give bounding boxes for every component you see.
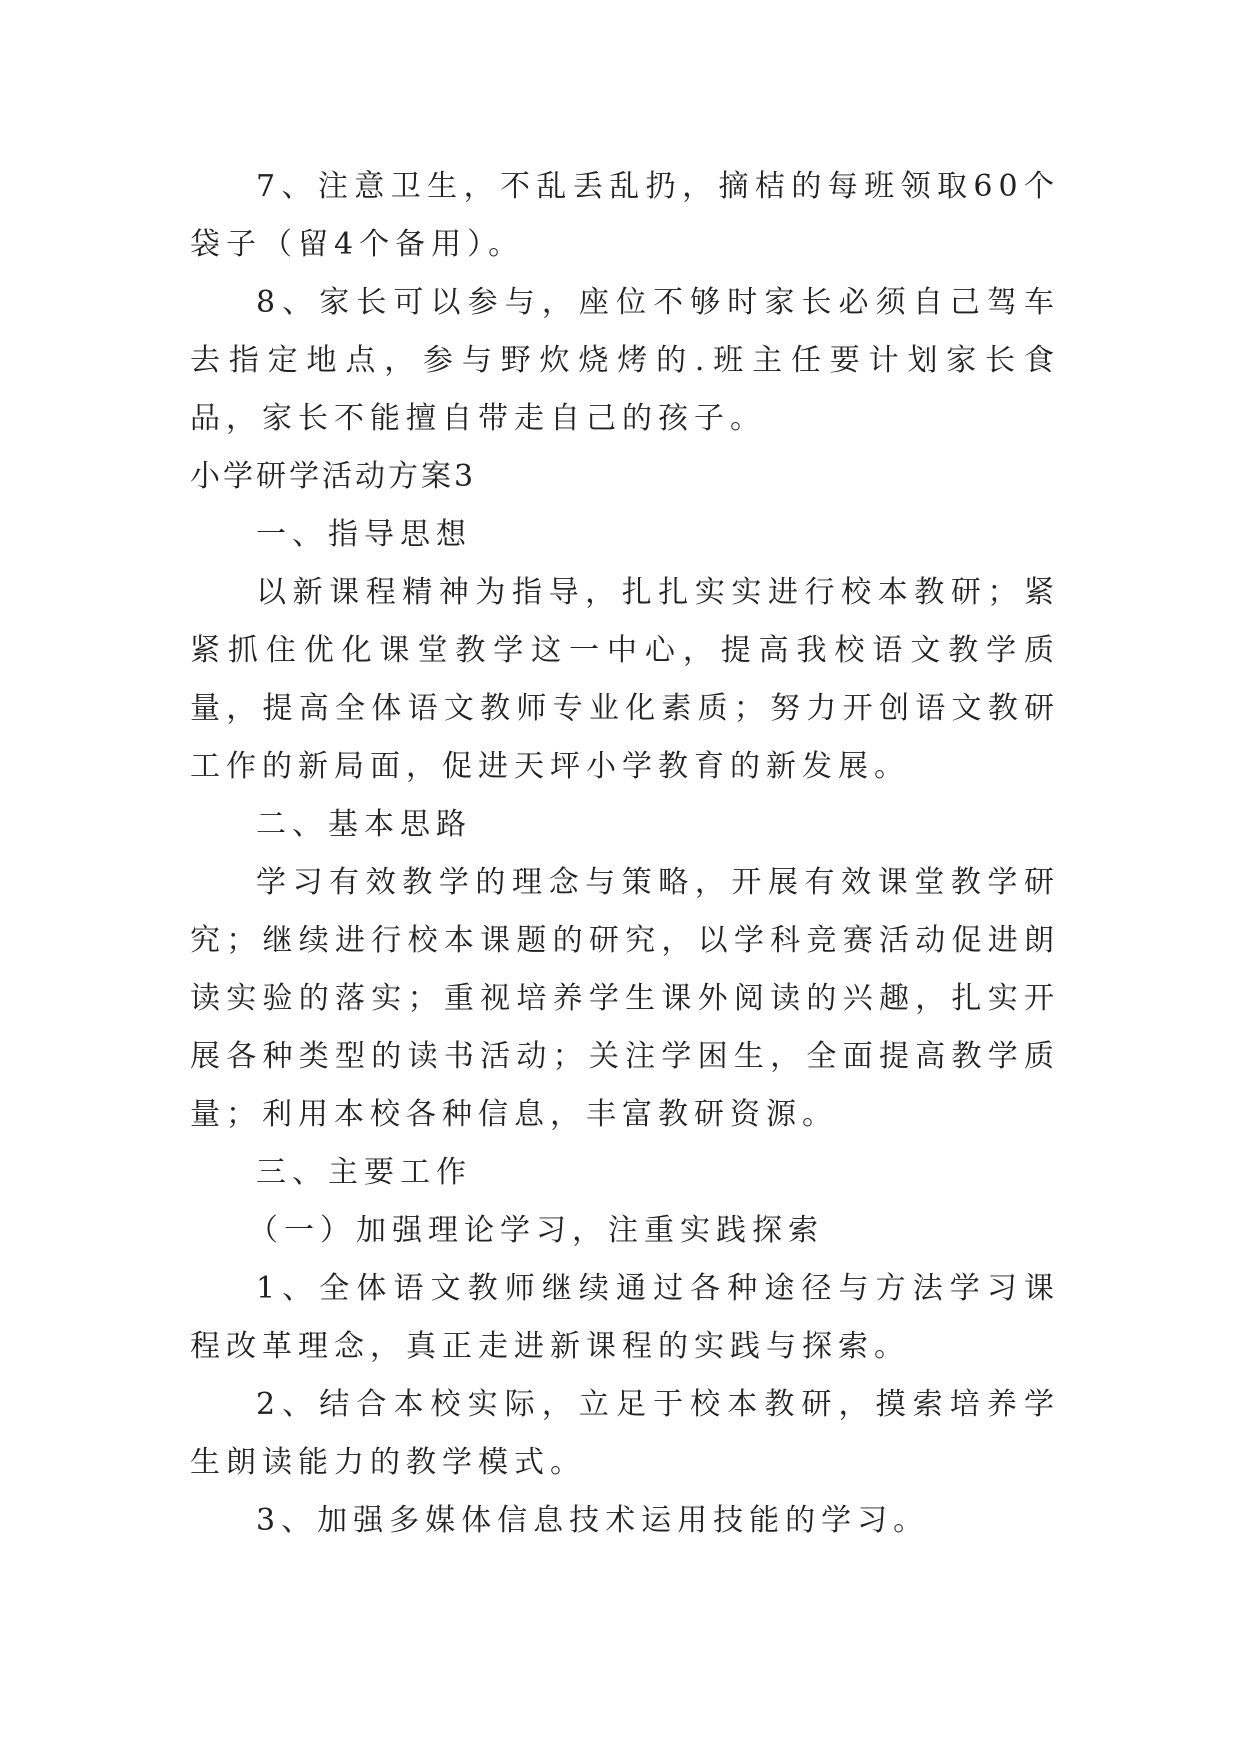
paragraph-basic-approach: 学习有效教学的理念与策略，开展有效课堂教学研究；继续进行校本课题的研究，以学科竞赛活动促进朗读实验的落实；重视培养学生课外阅读的兴趣，扎实开展各种类型的读书活动；关注学困生，全面提高教学质量；利用本校各种信息，丰富教研资源。	[190, 865, 1060, 1132]
paragraph-guiding-thought: 以新课程精神为指导，扎扎实实进行校本教研；紧紧抓住优化课堂教学这一中心，提高我校语文教学质量，提高全体语文教师专业化素质；努力开创语文教研工作的新局面，促进天坪小学教育的新发展。	[190, 575, 1060, 784]
paragraph-item-1: 1、全体语文教师继续通过各种途径与方法学习课程改革理念，真正走进新课程的实践与探索。	[190, 1271, 1060, 1364]
paragraph-item-2: 2、结合本校实际，立足于校本教研，摸索培养学生朗读能力的教学模式。	[190, 1387, 1060, 1480]
heading-main-work: 三、主要工作	[256, 1155, 472, 1190]
section-title: 小学研学活动方案3	[190, 459, 477, 494]
paragraph-item-8: 8、家长可以参与，座位不够时家长必须自己驾车去指定地点，参与野炊烧烤的.班主任要计划家长食品，家长不能擅自带走自己的孩子。	[190, 285, 1060, 436]
paragraph-item-7: 7、注意卫生，不乱丢乱扔，摘桔的每班领取60个袋子（留4个备用）。	[190, 169, 1060, 262]
subheading-theory-practice: （一）加强理论学习，注重实践探索	[248, 1213, 824, 1248]
heading-guiding-thought: 一、指导思想	[256, 517, 472, 552]
document-body	[190, 158, 1060, 1550]
heading-basic-approach: 二、基本思路	[256, 807, 472, 842]
paragraph-item-3: 3、加强多媒体信息技术运用技能的学习。	[256, 1503, 930, 1538]
